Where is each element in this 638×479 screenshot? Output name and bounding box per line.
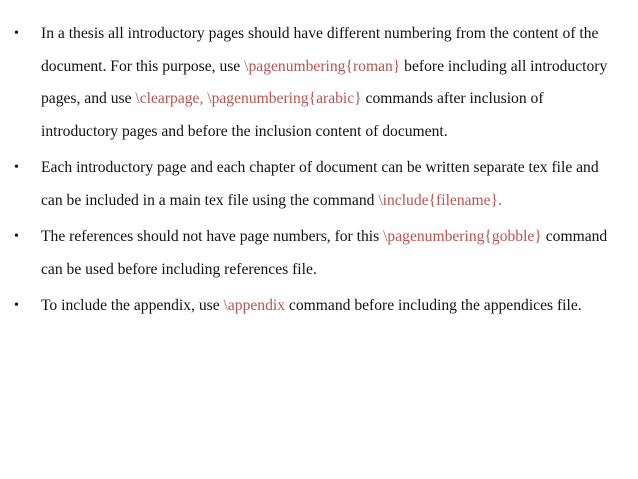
bullet-marker: • [14, 160, 19, 175]
bullet-item-appendix [0, 290, 638, 323]
bullet-text: To include the appendix, use [41, 297, 224, 314]
bullet-text: In a thesis all introductory pages should have different numbering from the content of the document. For this purpose, use [41, 25, 599, 75]
bullet-marker: • [14, 229, 19, 244]
bullet-marker: • [14, 298, 19, 313]
bullet-text: command before including the appendices file. [285, 297, 582, 314]
bullet-item-include-files [0, 152, 638, 217]
latex-command: \pagenumbering{gobble} [383, 228, 542, 245]
bullet-text: Each introductory page and each chapter of document can be written separate tex file and can be included in a main tex file using the command [41, 159, 599, 209]
bullet-text: commands after inclusion of introductory pages and before the inclusion content of document. [41, 90, 544, 140]
bullet-item-references [0, 221, 638, 286]
bullet-item-introductory-numbering [0, 18, 638, 148]
latex-command: \appendix [223, 297, 286, 314]
bullet-marker: • [14, 26, 19, 41]
bullet-list [0, 18, 638, 327]
latex-command: \pagenumbering{roman} [244, 57, 401, 75]
bullet-text: command can be used before including references file. [41, 228, 608, 278]
latex-command: \include{filename}. [378, 191, 502, 209]
bullet-text: before including all introductory pages, and use [41, 57, 608, 107]
latex-command: \clearpage, \pagenumbering{arabic} [135, 90, 362, 107]
bullet-text: The references should not have page numbers, for this [41, 228, 384, 245]
